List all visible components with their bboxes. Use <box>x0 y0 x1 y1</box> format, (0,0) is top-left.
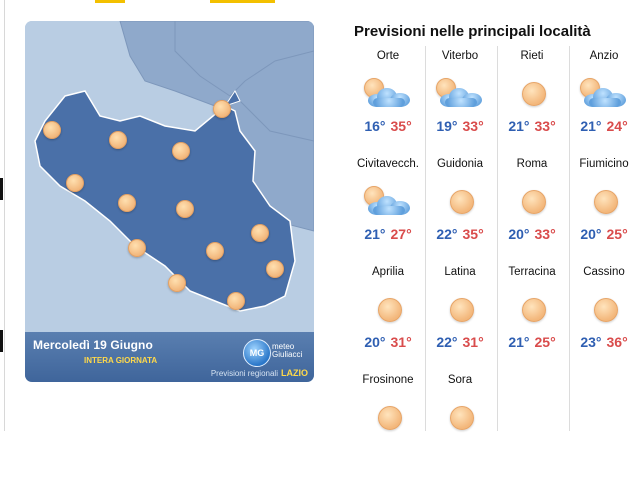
map-sun-icon <box>266 260 284 278</box>
temperature-range <box>354 334 422 350</box>
city-forecast[interactable] <box>426 370 494 478</box>
map-sun-icon <box>172 142 190 160</box>
sun-icon <box>498 78 566 116</box>
city-forecast[interactable] <box>498 46 566 154</box>
edge-marker <box>0 178 3 200</box>
temperature-range <box>354 226 422 242</box>
temp-min: 23° <box>580 334 602 350</box>
city-name: Latina <box>444 266 476 278</box>
map-date: Mercoledì 19 Giugno <box>33 338 153 352</box>
brand-name: meteo Giuliacci <box>272 342 303 359</box>
temp-max: 35° <box>462 226 484 242</box>
city-name: Frosinone <box>362 374 414 386</box>
city-forecast[interactable] <box>426 262 494 370</box>
city-name: Aprilia <box>372 266 404 278</box>
map-period: INTERA GIORNATA <box>84 356 158 365</box>
temp-min: 22° <box>436 334 458 350</box>
temp-min: 20° <box>508 226 530 242</box>
map-sun-icon <box>227 292 245 310</box>
temperature-range <box>570 118 638 134</box>
sun-icon <box>354 294 422 332</box>
city-forecast[interactable] <box>570 262 638 370</box>
sun-icon <box>426 402 494 440</box>
map-sun-icon <box>66 174 84 192</box>
temp-min: 21° <box>364 226 386 242</box>
edge-marker <box>0 330 3 352</box>
temperature-range <box>426 118 494 134</box>
city-name: Sora <box>447 374 473 386</box>
city-forecast[interactable] <box>570 154 638 262</box>
sun-icon <box>354 402 422 440</box>
temp-max: 33° <box>462 118 484 134</box>
temp-min: 21° <box>508 334 530 350</box>
temp-max: 27° <box>390 226 412 242</box>
sun-icon <box>426 294 494 332</box>
temp-max: 31° <box>462 334 484 350</box>
temperature-range <box>426 334 494 350</box>
city-forecast[interactable] <box>426 154 494 262</box>
temp-max: 35° <box>390 118 412 134</box>
temp-min: 20° <box>580 226 602 242</box>
temp-max: 24° <box>606 118 628 134</box>
city-forecast[interactable] <box>498 154 566 262</box>
temperature-range <box>498 118 566 134</box>
city-forecast[interactable] <box>354 46 422 154</box>
city-forecast[interactable] <box>498 262 566 370</box>
temp-min: 19° <box>436 118 458 134</box>
weather-map[interactable] <box>25 21 314 382</box>
city-name: Fiumicino <box>579 158 629 170</box>
temp-max: 31° <box>390 334 412 350</box>
brand-logo-icon: MG <box>243 339 271 367</box>
temperature-range <box>498 226 566 242</box>
map-sun-icon <box>251 224 269 242</box>
map-sun-icon <box>109 131 127 149</box>
temp-max: 25° <box>534 334 556 350</box>
map-sun-icon <box>128 239 146 257</box>
temp-min: 21° <box>580 118 602 134</box>
temp-min: 22° <box>436 226 458 242</box>
city-forecast[interactable] <box>570 46 638 154</box>
city-name: Civitavecch. <box>357 158 419 170</box>
city-name: Guidonia <box>436 158 484 170</box>
region-name: LAZIO <box>281 368 308 378</box>
map-sun-icon <box>168 274 186 292</box>
region-map <box>25 21 314 382</box>
city-forecast[interactable] <box>426 46 494 154</box>
map-sun-icon <box>43 121 61 139</box>
city-forecast[interactable] <box>354 262 422 370</box>
top-edge-bar <box>210 0 275 3</box>
top-edge-bar <box>95 0 125 3</box>
city-name: Cassino <box>583 266 625 278</box>
temp-max: 36° <box>606 334 628 350</box>
city-name: Orte <box>376 50 400 62</box>
temp-max: 33° <box>534 118 556 134</box>
partly-cloudy-icon <box>354 78 422 116</box>
temperature-range <box>498 334 566 350</box>
sun-icon <box>570 294 638 332</box>
temp-min: 21° <box>508 118 530 134</box>
city-name: Roma <box>516 158 548 170</box>
city-name: Anzio <box>589 50 619 62</box>
partly-cloudy-icon <box>354 186 422 224</box>
sun-icon <box>570 186 638 224</box>
temp-min: 20° <box>364 334 386 350</box>
city-forecast[interactable] <box>354 370 422 478</box>
map-footer <box>25 332 314 382</box>
map-sun-icon <box>118 194 136 212</box>
map-sun-icon <box>176 200 194 218</box>
temperature-range <box>354 118 422 134</box>
sun-icon <box>426 186 494 224</box>
temperature-range <box>570 334 638 350</box>
temperature-range <box>570 226 638 242</box>
temp-max: 33° <box>534 226 556 242</box>
partly-cloudy-icon <box>570 78 638 116</box>
temperature-range <box>426 226 494 242</box>
brand-logo <box>239 337 311 367</box>
map-sun-icon <box>206 242 224 260</box>
city-name: Viterbo <box>441 50 479 62</box>
sun-icon <box>498 294 566 332</box>
map-caption: Previsioni regionali LAZIO <box>210 368 308 378</box>
city-forecast[interactable] <box>354 154 422 262</box>
city-name: Rieti <box>520 50 544 62</box>
window-left-edge <box>0 0 5 431</box>
map-sun-icon <box>213 100 231 118</box>
temp-max: 25° <box>606 226 628 242</box>
temp-min: 16° <box>364 118 386 134</box>
partly-cloudy-icon <box>426 78 494 116</box>
forecast-title: Previsioni nelle principali località <box>354 23 591 40</box>
forecast-grid <box>354 46 640 431</box>
city-name: Terracina <box>508 266 556 278</box>
sun-icon <box>498 186 566 224</box>
